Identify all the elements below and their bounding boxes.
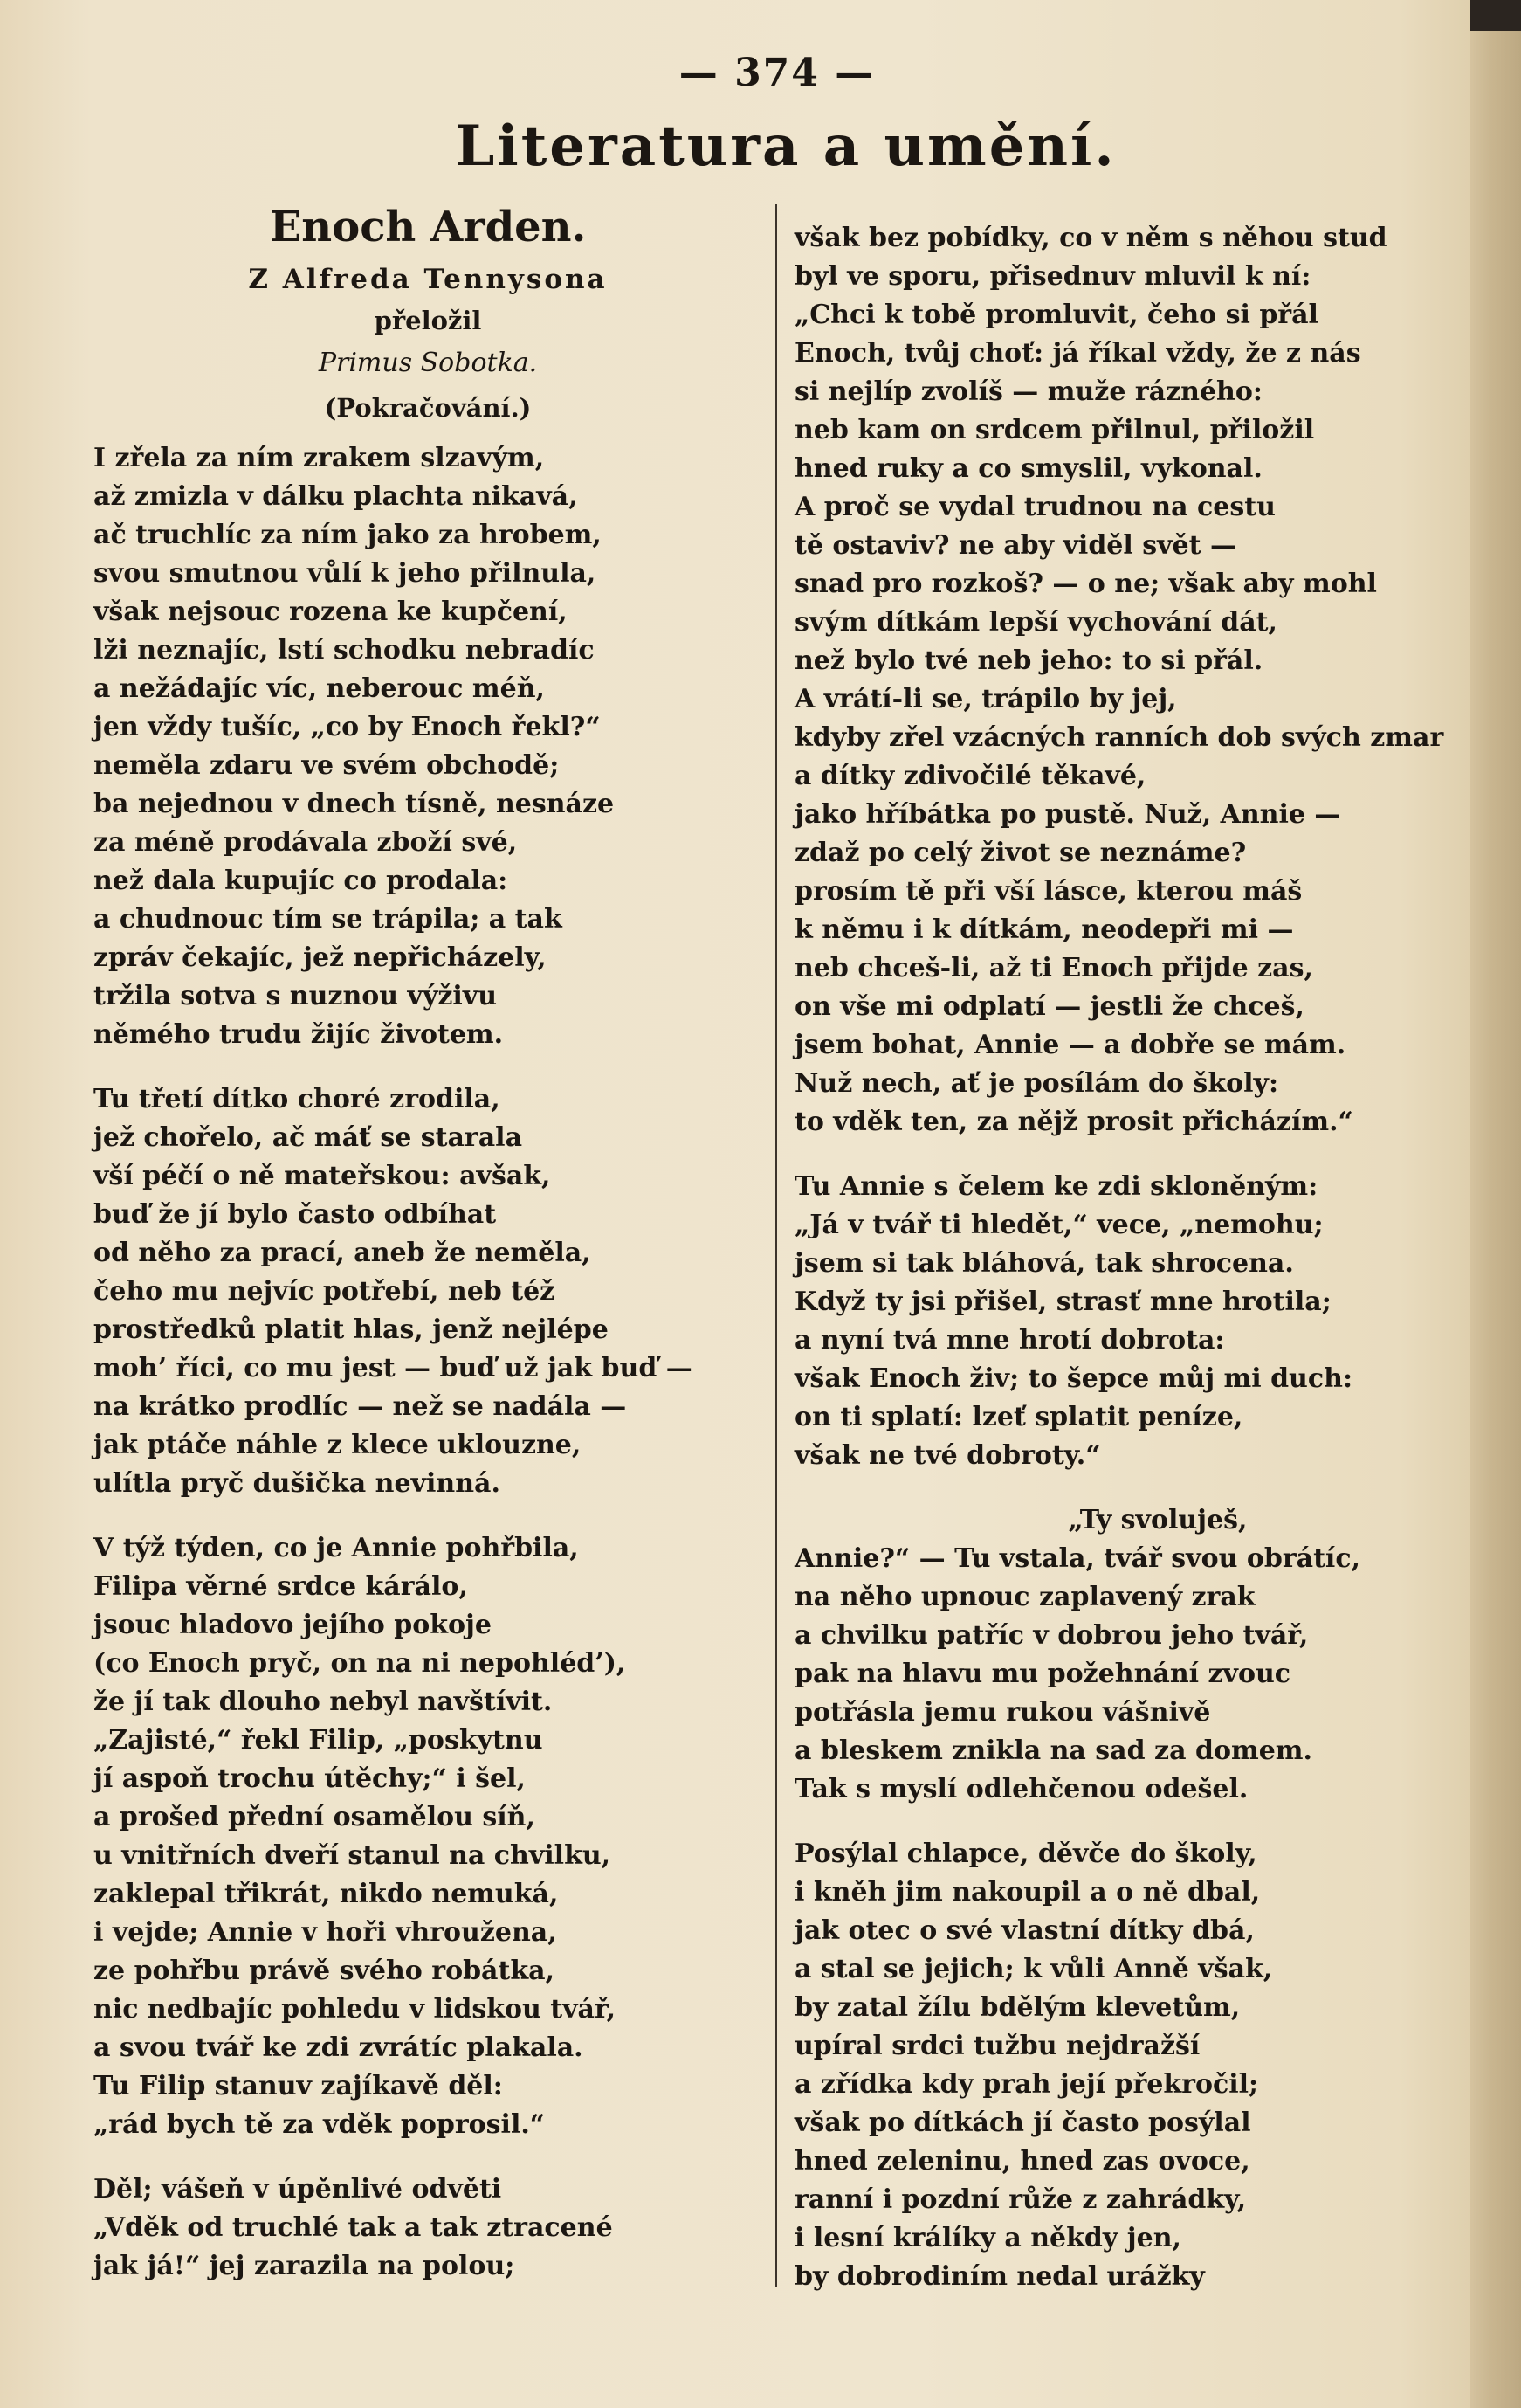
poem-line: jsem bohat, Annie — a dobře se mám. (795, 1030, 1346, 1060)
poem-line: až zmizla v dálku plachta nikavá, (93, 481, 578, 512)
translator-name: Primus Sobotka. (318, 348, 538, 378)
poem-line: „Vděk od truchlé tak a tak ztracené (93, 2212, 613, 2243)
poem-line: jako hříbátka po pustě. Nuž, Annie — (795, 799, 1341, 830)
poem-line: to vděk ten, za nějž prosit přicházím.“ (795, 1107, 1353, 1137)
poem-line: potřásla jemu rukou vášnivě (795, 1697, 1211, 1728)
poem-line: jak otec o své vlastní dítky dbá, (795, 1915, 1255, 1946)
poem-line: však bez pobídky, co v něm s něhou stud (795, 223, 1387, 253)
poem-line: Tu Filip stanuv zajíkavě děl: (93, 2071, 503, 2101)
page-number: — 374 — (678, 51, 876, 95)
poem-line: pak na hlavu mu požehnání zvouc (795, 1659, 1291, 1689)
poem-line: Enoch, tvůj choť: já říkal vždy, že z nás (795, 338, 1361, 369)
translator-label: přeložil (374, 306, 482, 335)
poem-line: Annie?“ — Tu vstala, tvář svou obrátíc, (795, 1543, 1361, 1574)
section-title: Literatura a umění. (455, 114, 1117, 179)
poem-line: Tu Annie s čelem ke zdi skloněným: (795, 1171, 1318, 1202)
poem-line: a svou tvář ke zdi zvrátíc plakala. (93, 2032, 583, 2063)
poem-line: jsem si tak bláhová, tak shrocena. (795, 1248, 1294, 1279)
poem-line: ranní i pozdní růže z zahrádky, (795, 2184, 1247, 2215)
poem-line: prosím tě při vší lásce, kterou máš (795, 876, 1303, 907)
poem-line: i lesní králíky a někdy jen, (795, 2223, 1181, 2253)
poem-line: a bleskem znikla na sad za domem. (795, 1735, 1312, 1766)
poem-line: a prošed přední osamělou síň, (93, 1802, 535, 1832)
poem-line: ze pohřbu právě svého robátka, (93, 1956, 555, 1986)
poem-line: A vrátí-li se, trápilo by jej, (795, 684, 1177, 714)
poem-line: Tak s myslí odlehčenou odešel. (795, 1774, 1249, 1804)
poem-line: svým dítkám lepší vychování dát, (795, 607, 1277, 638)
poem-line: nic nedbajíc pohledu v lidskou tvář, (93, 1994, 616, 2025)
poem-line: že jí tak dlouho nebyl navštívit. (93, 1687, 553, 1717)
poem-line: on vše mi odplatí — jestli že chceš, (795, 991, 1304, 1022)
poem-line: ulítla pryč dušička nevinná. (93, 1468, 500, 1499)
poem-line: však Enoch živ; to šepce můj mi duch: (795, 1363, 1353, 1394)
poem-line: ač truchlíc za ním jako za hrobem, (93, 520, 602, 550)
poem-line: a chudnouc tím se trápila; a tak (93, 904, 562, 935)
poem-line: by dobrodiním nedal urážky (795, 2261, 1205, 2292)
poem-line: čeho mu nejvíc potřebí, neb též (93, 1276, 555, 1307)
poem-line: kdyby zřel vzácných ranních dob svých zmar (795, 722, 1444, 753)
poem-line: a dítky zdivočilé těkavé, (795, 761, 1146, 791)
poem-line: Filipa věrné srdce kárálo, (93, 1571, 468, 1602)
poem-title: Enoch Arden. (269, 203, 587, 252)
poem-line: však ne tvé dobroty.“ (795, 1440, 1101, 1471)
poem-line: na něho upnouc zaplavený zrak (795, 1582, 1256, 1612)
poem-line: neměla zdaru ve svém obchodě; (93, 750, 560, 781)
poem-line: hned ruky a co smyslil, vykonal. (795, 453, 1263, 484)
poem-line: Nuž nech, ať je posílám do školy: (795, 1068, 1279, 1099)
poem-line: tě ostaviv? ne aby viděl svět — (795, 530, 1236, 561)
poem-line: hned zeleninu, hned zas ovoce, (795, 2146, 1250, 2177)
poem-line: a chvilku patříc v dobrou jeho tvář, (795, 1620, 1309, 1651)
poem-line: V týž týden, co je Annie pohřbila, (93, 1533, 579, 1563)
poem-line: však po dítkách jí často posýlal (795, 2108, 1251, 2138)
poem-line: i vejde; Annie v hoři vhroužena, (93, 1917, 557, 1948)
poem-line: a nežádajíc víc, neberouc méň, (93, 673, 546, 704)
poem-line: Když ty jsi přišel, strasť mne hrotila; (795, 1287, 1332, 1317)
poem-line: jak ptáče náhle z klece uklouzne, (93, 1430, 582, 1460)
poem-line: jsouc hladovo jejího pokoje (93, 1610, 492, 1640)
poem-line: „Ty svoluješ, (795, 1505, 1248, 1535)
poem-line: neb kam on srdcem přilnul, přiložil (795, 415, 1315, 445)
poem-line: Posýlal chlapce, děvče do školy, (795, 1839, 1257, 1869)
poem-line: neb chceš-li, až ti Enoch přijde zas, (795, 953, 1313, 983)
poem-line: vší péčí o ně mateřskou: avšak, (93, 1161, 551, 1191)
poem-line: jež chořelo, ač máť se starala (93, 1122, 523, 1153)
poem-line: však nejsouc rozena ke kupčení, (93, 597, 568, 627)
poem-source: Z Alfreda Tennysona (248, 264, 608, 295)
column-divider (775, 204, 777, 2287)
poem-line: tržila sotva s nuznou výživu (93, 981, 498, 1011)
poem-line: buď že jí bylo často odbíhat (93, 1199, 497, 1230)
poem-line: a zřídka kdy prah její překročil; (795, 2069, 1259, 2100)
poem-line: A proč se vydal trudnou na cestu (795, 492, 1276, 522)
poem-line: k němu i k dítkám, neodepři mi — (795, 914, 1294, 945)
continued-note: (Pokračování.) (324, 393, 532, 423)
poem-line: „Zajisté,“ řekl Filip, „poskytnu (93, 1725, 543, 1756)
poem-line: než bylo tvé neb jeho: to si přál. (795, 645, 1263, 676)
poem-line: němého trudu žijíc životem. (93, 1019, 504, 1050)
poem-line: Tu třetí dítko choré zrodila, (93, 1084, 500, 1114)
poem-line: od něho za prací, aneb že neměla, (93, 1238, 591, 1268)
poem-line: upíral srdci tužbu nejdražší (795, 2031, 1201, 2061)
poem-line: zdaž po celý život se neznáme? (795, 838, 1247, 868)
poem-line: jen vždy tušíc, „co by Enoch řekl?“ (93, 712, 601, 742)
poem-line: (co Enoch pryč, on na ni nepohléd’), (93, 1648, 626, 1679)
poem-line: on ti splatí: lzeť splatit peníze, (795, 1402, 1243, 1432)
poem-line: by zatal žílu bdělým klevetům, (795, 1992, 1241, 2023)
poem-line: a nyní tvá mne hrotí dobrota: (795, 1325, 1225, 1356)
poem-line: zaklepal třikrát, nikdo nemuká, (93, 1879, 559, 1909)
poem-line: ba nejednou v dnech tísně, nesnáze (93, 789, 615, 819)
poem-line: než dala kupujíc co prodala: (93, 866, 508, 896)
poem-line: a stal se jejich; k vůli Anně však, (795, 1954, 1273, 1984)
poem-line: u vnitřních dveří stanul na chvilku, (93, 1840, 611, 1871)
poem-line: jak já!“ jej zarazila na polou; (93, 2251, 515, 2281)
poem-line: „Chci k tobě promluvit, čeho si přál (795, 300, 1318, 330)
poem-line: moh’ říci, co mu jest — buď už jak buď — (93, 1353, 692, 1383)
poem-line: byl ve sporu, přisednuv mluvil k ní: (795, 261, 1311, 292)
poem-line: si nejlíp zvolíš — muže rázného: (795, 376, 1263, 407)
poem-line: snad pro rozkoš? — o ne; však aby mohl (795, 569, 1377, 599)
poem-line: lži neznajíc, lstí schodku nebradíc (93, 635, 595, 666)
poem-line: zpráv čekajíc, jež nepřicházely, (93, 942, 547, 973)
scan-border (1470, 0, 1521, 31)
poem-line: i kněh jim nakoupil a o ně dbal, (795, 1877, 1261, 1908)
poem-line: na krátko prodlíc — než se nadála — (93, 1391, 627, 1422)
poem-line: „rád bych tě za vděk poprosil.“ (93, 2109, 546, 2140)
adjacent-page-edge (1470, 0, 1521, 2408)
poem-line: prostředků platit hlas, jenž nejlépe (93, 1314, 609, 1345)
poem-line: svou smutnou vůlí k jeho přilnula, (93, 558, 596, 589)
poem-line: za méně prodávala zboží své, (93, 827, 518, 858)
poem-line: Děl; vášeň v úpěnlivé odvěti (93, 2174, 502, 2204)
poem-line: jí aspoň trochu útěchy;“ i šel, (93, 1763, 526, 1794)
poem-line: I zřela za ním zrakem slzavým, (93, 443, 545, 473)
poem-line: „Já v tvář ti hledět,“ vece, „nemohu; (795, 1210, 1324, 1240)
